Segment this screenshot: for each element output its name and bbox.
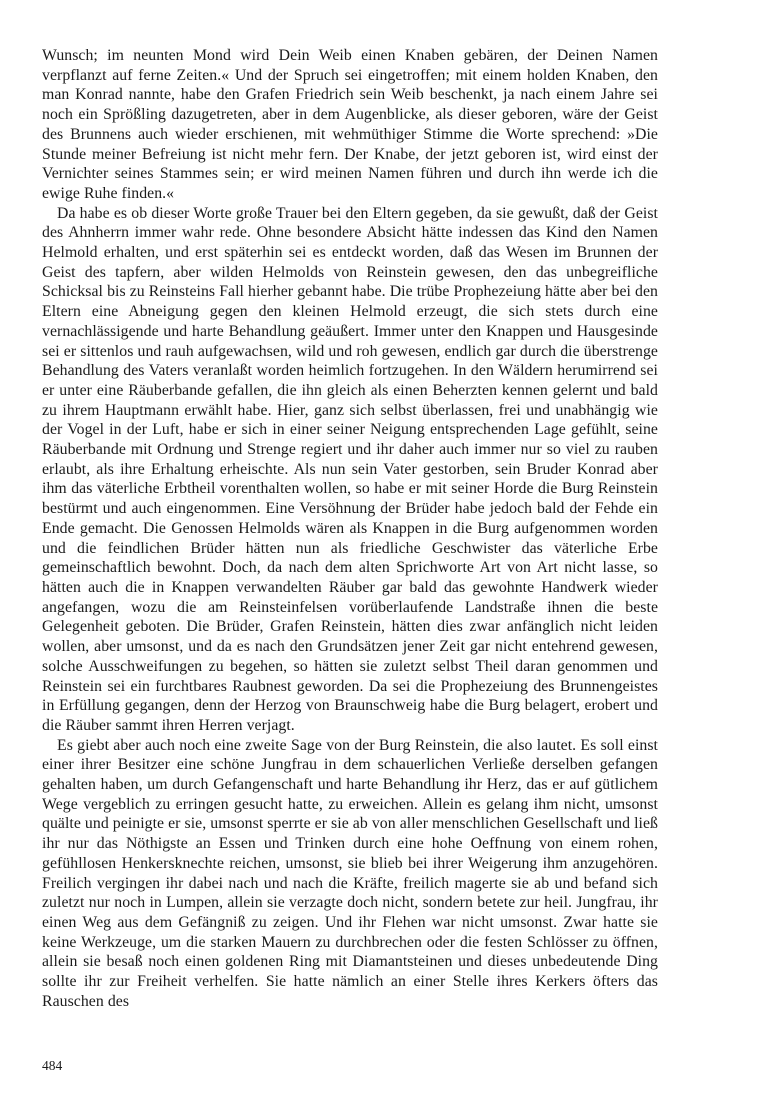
paragraph-continuation: Wunsch; im neunten Mond wird Dein Weib einen Knaben gebären, der Deinen Namen verpflanzt auf ferne Zeiten.« Und der Spruch sei eingetroffen; mit einem holden Knaben, den man Konrad nannte, habe den Grafen Friedrich sein Weib beschenkt, ja nach einem Jahre sei noch ein Sprößling dazugetreten, aber in dem Augenblicke, als dieser geboren, wäre der Geist des Brunnens auch wieder erschienen, mit wehmüthiger Stimme die Worte sprechend: »Die Stunde meiner Befreiung ist nicht mehr fern. Der Knabe, der jetzt geboren ist, wird einst der Vernichter seines Stammes sein; er wird meinen Namen führen und durch ihn werde ich die ewige Ruhe finden.«	[42, 47, 658, 202]
paragraph: Es giebt aber auch noch eine zweite Sage von der Burg Reinstein, die also lautet. Es soll einst einer ihrer Besitzer eine schöne Jungfrau in dem schauerlichen Verließe derselben gefangen gehalten haben, um durch Gefangenschaft und harte Behandlung ihr Herz, das er auf gütlichem Wege vergeblich zu erringen gesucht hatte, zu erweichen. Allein es gelang ihm nicht, umsonst quälte und peinigte er sie, umsonst sperrte er sie ab von aller menschlichen Gesellschaft und ließ ihr nur das Nöthigste an Essen und Trinken durch eine hohe Oeffnung von einem rohen, gefühllosen Henkersknechte reichen, umsonst, sie blieb bei ihrer Weigerung ihm anzugehören. Freilich vergingen ihr dabei nach und nach die Kräfte, freilich magerte sie ab und befand sich zuletzt nur noch in Lumpen, allein sie verzagte doch nicht, sondern betete zur heil. Jungfrau, ihr einen Weg aus dem Gefängniß zu zeigen. Und ihr Flehen war nicht umsonst. Zwar hatte sie keine Werkzeuge, um die starken Mauern zu durchbrechen oder die festen Schlösser zu öffnen, allein sie besaß noch einen goldenen Ring mit Diamantsteinen und dieses unbedeutende Ding sollte ihr zur Freiheit verhelfen. Sie hatte nämlich an einer Stelle ihres Kerkers öfters das Rauschen des	[42, 736, 658, 1010]
text-block	[42, 46, 658, 1011]
paragraph: Da habe es ob dieser Worte große Trauer bei den Eltern gegeben, da sie gewußt, daß der Geist des Ahnherrn immer wahr rede. Ohne besondere Absicht hätte indessen das Kind den Namen Helmold erhalten, und erst späterhin sei es entdeckt worden, daß das Wesen im Brunnen der Geist des tapfern, aber wilden Helmolds von Reinstein gewesen, den das unbegreifliche Schicksal bis zu Reinsteins Fall hierher gebannt habe. Die trübe Prophezeiung hätte aber bei den Eltern eine Abneigung gegen den kleinen Helmold erzeugt, die sich stets durch eine vernachlässigende und harte Behandlung geäußert. Immer unter den Knappen und Hausgesinde sei er sittenlos und rauh aufgewachsen, wild und roh gewesen, endlich gar durch die überstrenge Behandlung des Vaters veranlaßt worden heimlich fortzugehen. In den Wäldern herumirrend sei er unter eine Räuberbande gefallen, die ihn gleich als einen Beherzten kennen gelernt und bald zu ihrem Hauptmann erwählt habe. Hier, ganz sich selbst überlassen, frei und unabhängig wie der Vogel in der Luft, habe er sich in einer seiner Neigung entsprechenden Lage gefühlt, seine Räuberbande mit Ordnung und Strenge regiert und ihr daher auch immer nur so viel zu rauben erlaubt, als ihre Erhaltung erheischte. Als nun sein Vater gestorben, sein Bruder Konrad aber ihm das väterliche Erbtheil vorenthalten wollen, so habe er mit seiner Horde die Burg Reinstein bestürmt und auch eingenommen. Eine Versöhnung der Brüder habe jedoch bald der Fehde ein Ende gemacht. Die Genossen Helmolds wären als Knappen in die Burg aufgenommen worden und die feindlichen Brüder hätten nun als friedliche Geschwister das väterliche Erbe gemeinschaftlich bewohnt. Doch, da nach dem alten Sprichworte Art von Art nicht lasse, so hätten auch die in Knappen verwandelten Räuber gar bald das gewohnte Handwerk wieder angefangen, wozu die am Reinsteinfelsen vorüberlaufende Landstraße ihnen die beste Gelegenheit geboten. Die Brüder, Grafen Reinstein, hätten dies zwar anfänglich nicht leiden wollen, aber umsonst, und da es nach den Grundsätzen jener Zeit gar nicht entehrend gewesen, solche Ausschweifungen zu begehen, so hätten sie zuletzt selbst Theil daran genommen und Reinstein sei ein furchtbares Raubnest geworden. Da sei die Prophezeiung des Brunnengeistes in Erfüllung gegangen, denn der Herzog von Braunschweig habe die Burg belagert, erobert und die Räuber sammt ihren Herren verjagt.	[42, 204, 658, 734]
page-number: 484	[42, 1058, 63, 1073]
